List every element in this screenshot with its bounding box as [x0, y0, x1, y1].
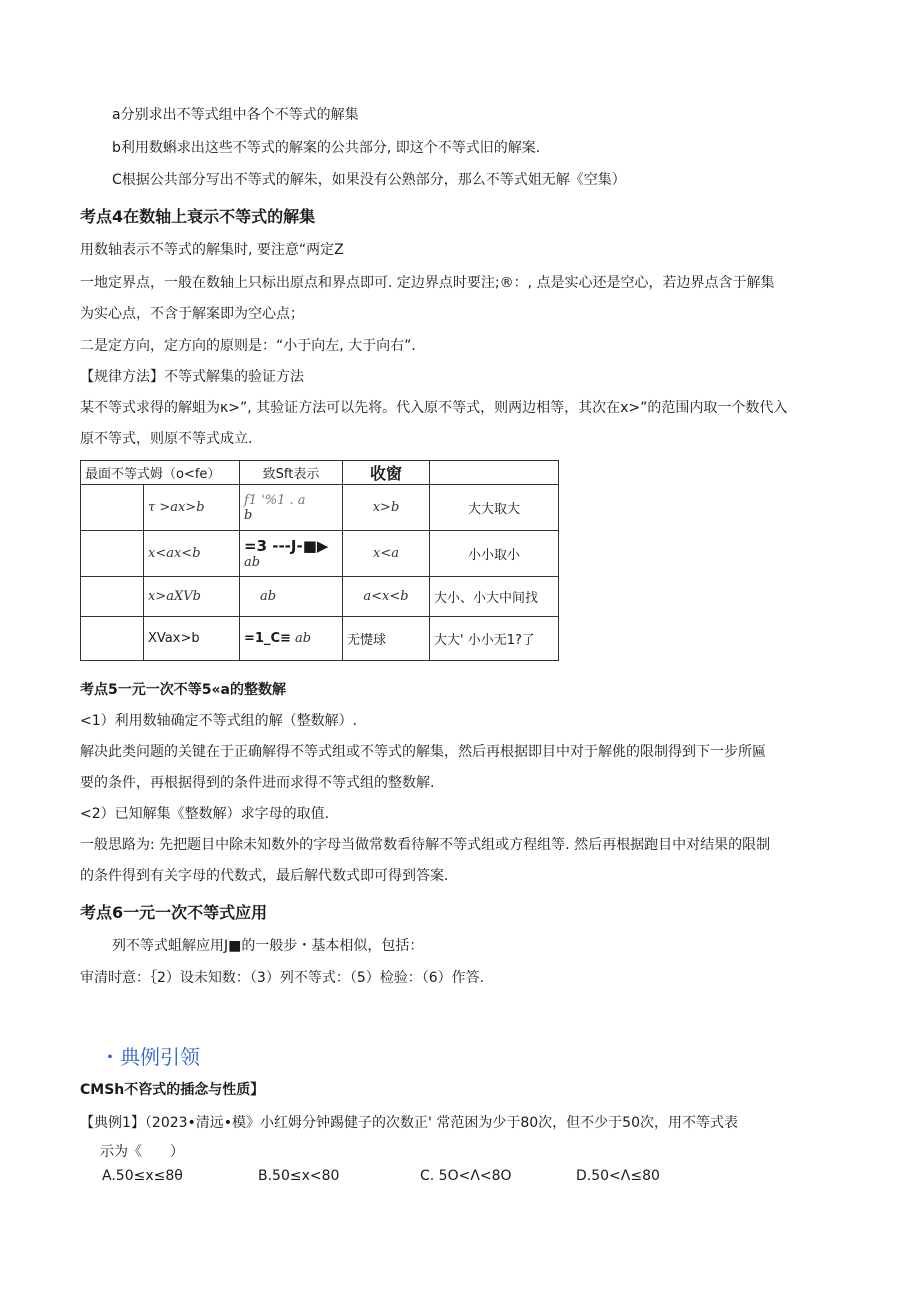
option-c: C. 5O<Λ<8O: [420, 1168, 512, 1184]
kp4-line-5: 【规律方法】不等式解集的验证方法: [80, 369, 304, 385]
kp5-line-1: <1）利用数轴确定不等式组的解（整数解）.: [80, 713, 358, 729]
kp5-line-2: 解决此类问题的关键在于正确解得不等式组或不等式的解集，然后再根据即目中对于解佻的限制得到下一步所匾: [80, 744, 766, 760]
number-line-label: ab: [244, 555, 261, 570]
table-rule: 大大' 小小无1?了: [430, 617, 559, 661]
option-d: D.50<Λ≤80: [576, 1168, 660, 1184]
kp5-line-4: <2）已知解集《整数解）求字母的取值.: [80, 806, 330, 822]
table-figure: [240, 485, 343, 531]
kp4-heading: 考点4在数轴上衰示不等式的解集: [80, 207, 316, 226]
option-b: B.50≤x<80: [258, 1168, 340, 1184]
kp4-line-4: 二是定方向，定方向的原则是：“小于向左, 大于向右”．: [80, 338, 426, 354]
table-header-cell: 收窗: [343, 461, 430, 485]
number-line-label: b: [244, 507, 253, 523]
table-cond: x<ax<b: [144, 531, 240, 577]
table-row: [81, 617, 559, 661]
intro-step-b: b利用数蝌求出这些不等式的解案的公共部分, 即这个不等式旧的解案.: [112, 140, 541, 156]
kp5-heading: 考点5一元一次不等5«a的整数解: [80, 682, 286, 698]
option-a: A.50≤x≤8θ: [102, 1168, 183, 1184]
table-cond: x>aXVb: [144, 577, 240, 617]
kp4-line-7: 原不等式，则原不等式成立.: [80, 431, 253, 447]
number-line-label: ab: [295, 631, 312, 646]
table-figure: [240, 617, 343, 661]
table-row: [81, 531, 559, 577]
examples-subtitle: CMSh不咨式的插念与性质】: [80, 1082, 265, 1098]
table-rule: 大小、小大中间找: [430, 577, 559, 617]
kp4-line-6: 某不等式求得的解蛆为κ>”, 其验证方法可以先将。代入原不等式，则两边相等，其次在x>”的范围内取一个数代入: [80, 400, 788, 416]
kp5-line-3: 要的条件，再根据得到的条件进而求得不等式组的整数解.: [80, 775, 435, 791]
example-1-question-cont: 示为《 ）: [100, 1144, 184, 1160]
table-solution: x>b: [343, 485, 430, 531]
intro-step-c: C根据公共部分写出不等式的解朱，如果没有公熟部分，那么不等式姐无解《空集）: [112, 172, 626, 188]
table-cond: τ >ax>b: [144, 485, 240, 531]
table-solution: a<x<b: [343, 577, 430, 617]
table-header-cell: [430, 461, 559, 485]
intro-step-a: a分别求出不等式组中各个不等式的解集: [112, 107, 359, 123]
kp5-line-6: 的条件得到有关字母的代数式，最后解代数式即可得到答案.: [80, 868, 449, 884]
kp4-line-2: 一地定界点，一般在数轴上只标出原点和界点即可. 定边界点时要注;®：, 点是实心还是空心，若边界点含于解集: [80, 275, 775, 291]
table-row: [81, 577, 559, 617]
number-line-figure: f1 '%1 . a: [244, 492, 306, 508]
example-1-question: 【典例1】（2023•清远•模》小红姆分钟踢健子的次数正' 常范困为少于80次，但不少于50次，用不等式表: [80, 1115, 738, 1131]
kp5-line-5: 一般思路为: 先把题目中除未知数外的字母当做常数看待解不等式组或方程组等. 然后再根据跑目中对结果的限制: [80, 837, 771, 853]
number-line-figure: =3 ---J-■▶: [244, 537, 329, 555]
table-cond: XVax>b: [144, 617, 240, 661]
table-figure: ab: [240, 577, 343, 617]
table-solution: 无憷球: [343, 617, 430, 661]
inequality-table: [80, 460, 559, 661]
table-header-row: [81, 461, 559, 485]
table-header-cell: 最面不等式姆（o<fe）: [81, 461, 240, 485]
kp6-line-1: 列不等式蛆解应用J■的一般步・基本相似，包括：: [112, 938, 424, 954]
kp6-line-2: 审清时意：｛2）设未知数：（3）列不等式：（5）检验：（6）作答.: [80, 970, 485, 986]
kp4-line-1: 用数轴表示不等式的解集时, 要注意“两定Z: [80, 242, 344, 258]
table-rule: 大大取大: [430, 485, 559, 531]
table-solution: x<a: [343, 531, 430, 577]
table-row: [81, 485, 559, 531]
table-figure: [240, 531, 343, 577]
examples-title: ・典例引领: [100, 1045, 200, 1069]
table-header-cell: 致Sft表示: [240, 461, 343, 485]
kp4-line-3: 为实心点，不含于解案即为空心点；: [80, 306, 304, 322]
table-rule: 小小取小: [430, 531, 559, 577]
kp6-heading: 考点6一元一次不等式应用: [80, 903, 268, 922]
number-line-figure: =1_C≡: [244, 631, 291, 646]
